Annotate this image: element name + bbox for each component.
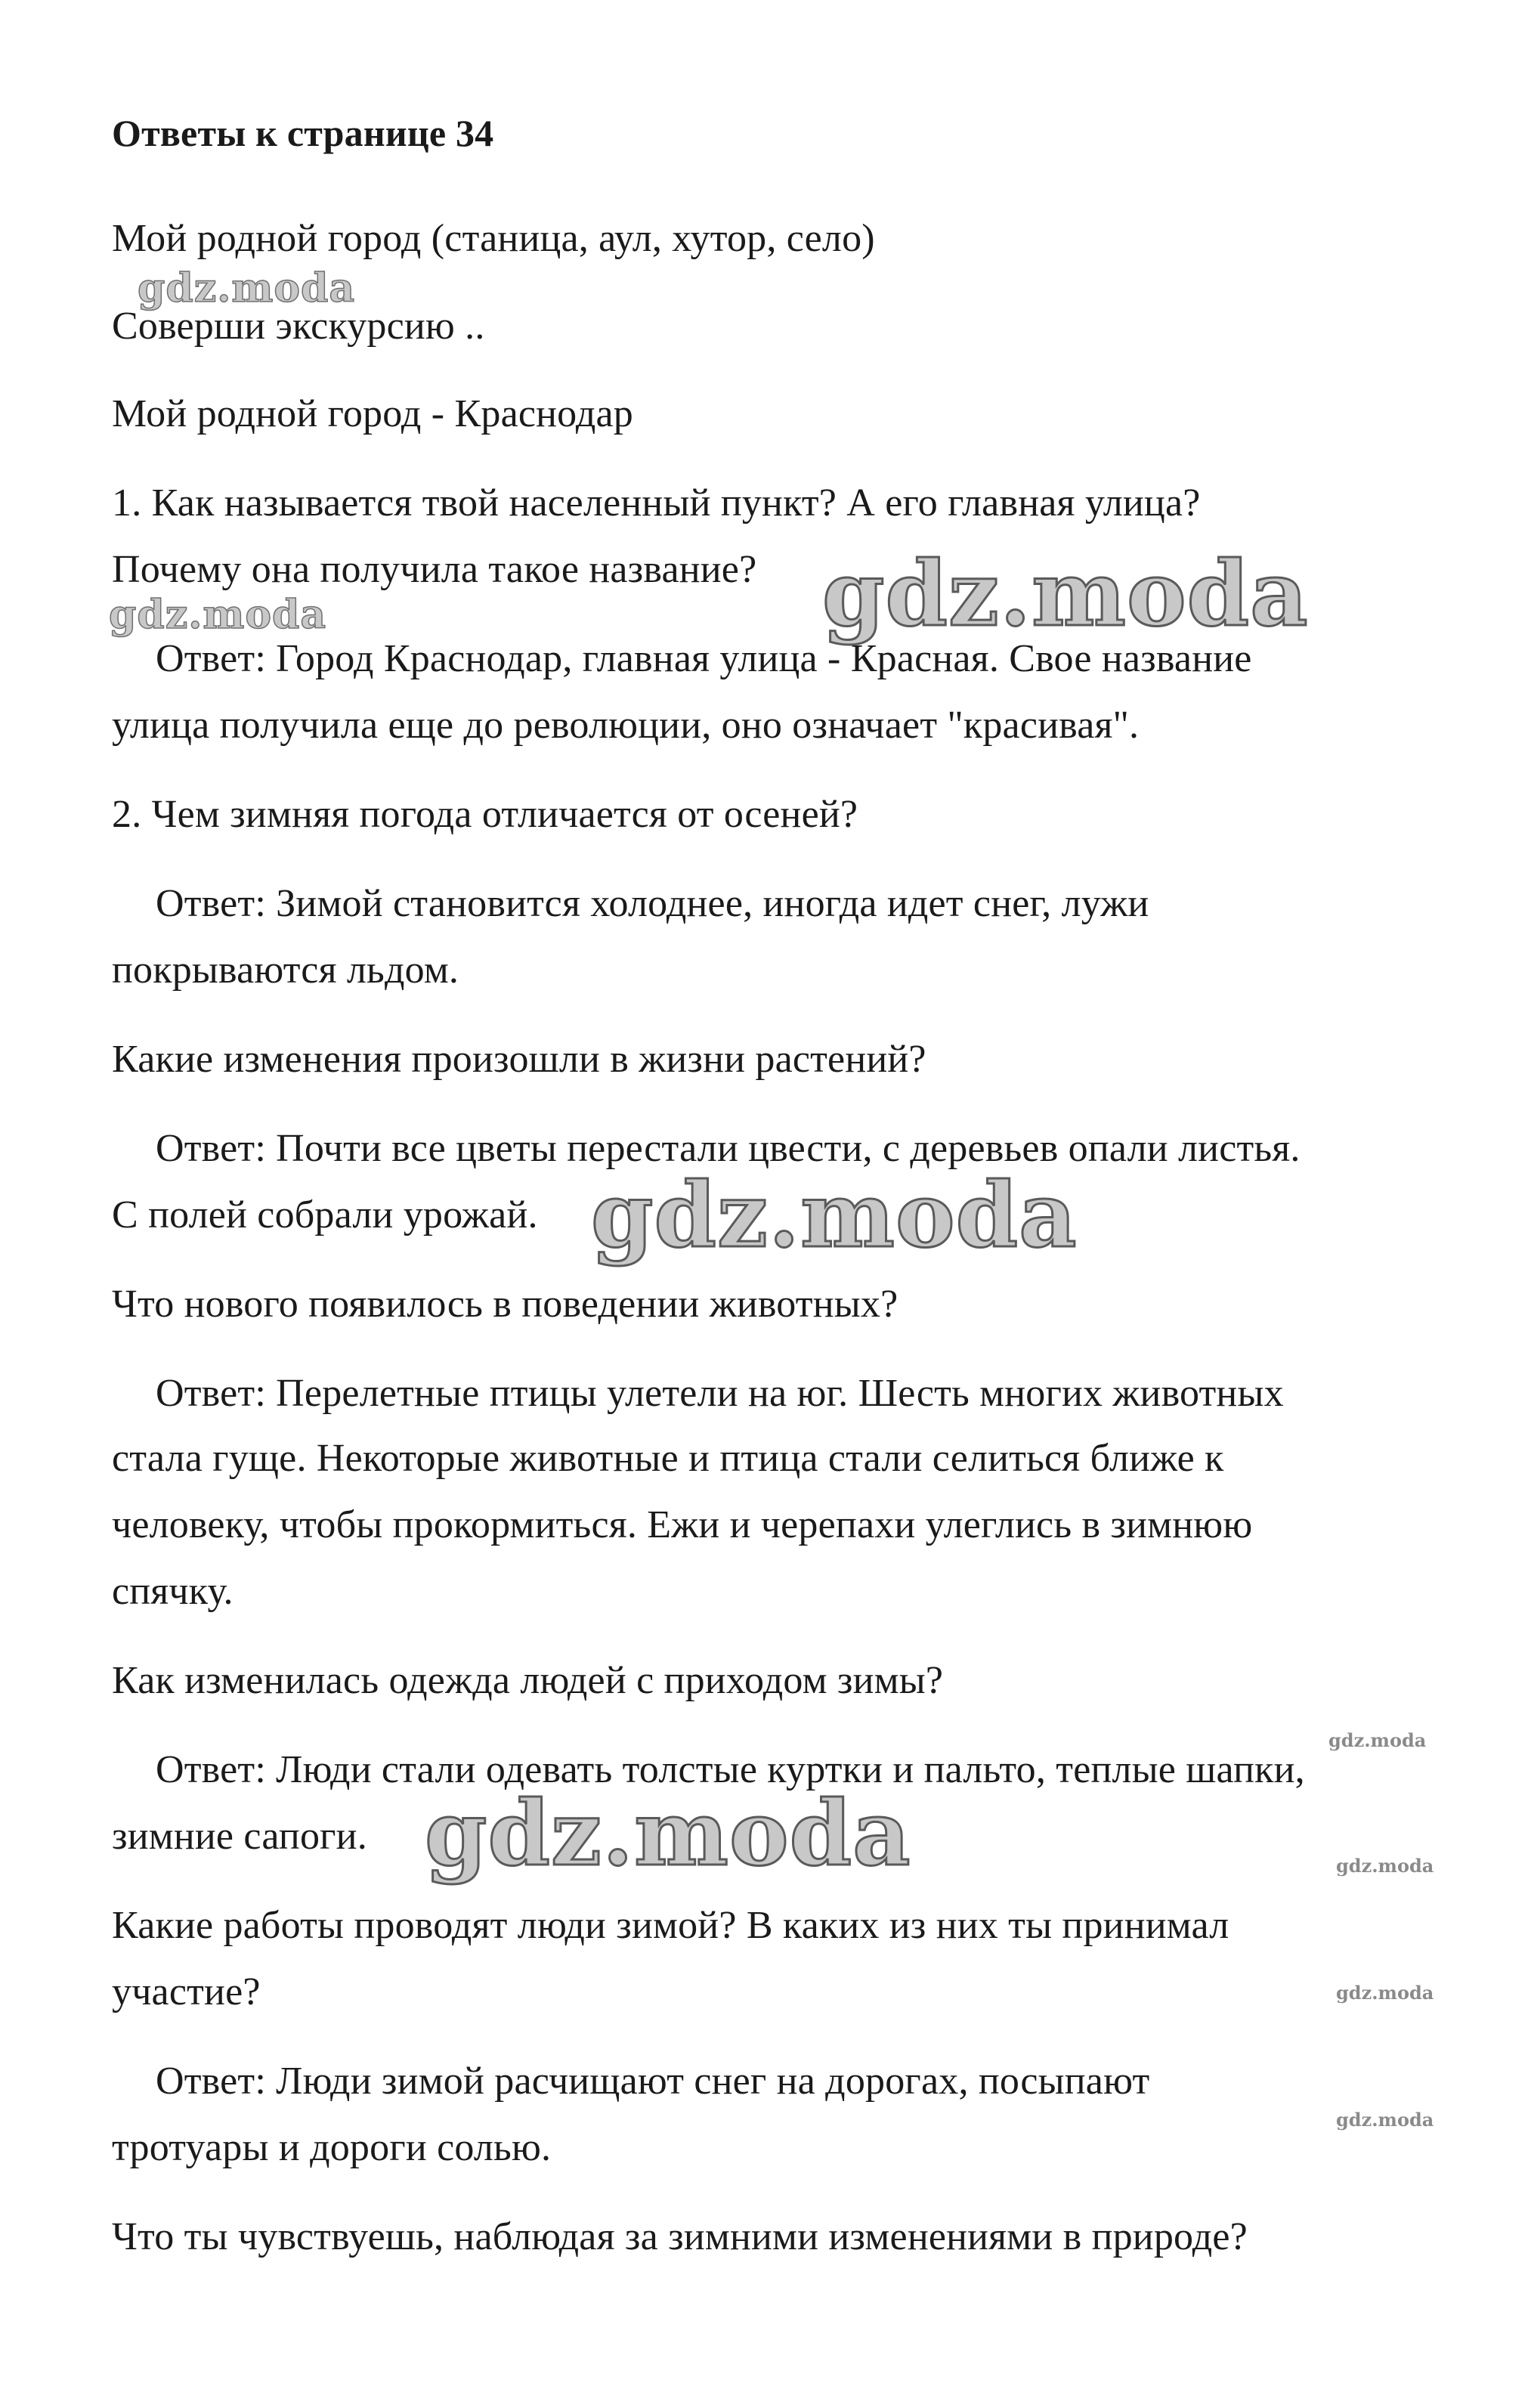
watermark: gdz.moda [425,1781,911,1886]
answer-3-line-2: С полей собрали урожай. [112,1193,538,1236]
watermark: gdz.moda [138,265,356,311]
answer-5-line-2: зимние сапоги. [112,1815,367,1858]
question-5: Как изменилась одежда людей с приходом зимы? [112,1659,944,1702]
topic-title: Мой родной город (станица, аул, хутор, село) [112,217,875,260]
answer-5-line-1: Ответ: Люди стали одевать толстые куртки и пальто, теплые шапки, [156,1748,1305,1791]
watermark: gdz.moda [1336,1855,1434,1877]
task-text: Соверши экскурсию .. [112,305,485,348]
answer-1-line-1: Ответ: Город Краснодар, главная улица - Красная. Свое название [156,637,1252,680]
question-6-line-1: Какие работы проводят люди зимой? В каких из них ты принимал [112,1904,1229,1947]
answer-2-line-2: покрываются льдом. [112,949,459,992]
question-3: Какие изменения произошли в жизни растений? [112,1038,926,1081]
watermark: gdz.moda [1328,1729,1427,1751]
question-2: 2. Чем зимняя погода отличается от осеней? [112,793,858,836]
watermark: gdz.moda [109,592,327,638]
answer-6-line-2: тротуары и дороги солью. [112,2126,552,2169]
answer-4-line-1: Ответ: Перелетные птицы улетели на юг. Шесть многих животных [156,1372,1284,1415]
answer-4-line-2: стала гуще. Некоторые животные и птица стали селиться ближе к [112,1437,1224,1480]
answer-4-line-3: человеку, чтобы прокормиться. Ежи и черепахи улеглись в зимнюю [112,1503,1253,1546]
answer-1-line-2: улица получила еще до революции, оно означает "красивая". [112,704,1140,747]
answer-2-line-1: Ответ: Зимой становится холоднее, иногда идет снег, лужи [156,882,1149,925]
watermark: gdz.moda [591,1162,1078,1267]
answer-4-line-4: спячку. [112,1570,234,1613]
watermark: gdz.moda [1336,1982,1434,2004]
question-6-line-2: участие? [112,1970,261,2013]
question-4: Что нового появилось в поведении животных? [112,1283,898,1326]
page-heading: Ответы к странице 34 [112,112,494,154]
question-1-line-1: 1. Как называется твой населенный пункт? А его главная улица? [112,481,1201,525]
city-line: Мой родной город - Краснодар [112,392,634,435]
watermark: gdz.moda [822,541,1309,646]
question-1-line-2: Почему она получила такое название? [112,548,757,591]
answer-3-line-1: Ответ: Почти все цветы перестали цвести, с деревьев опали листья. [156,1127,1301,1170]
answer-6-line-1: Ответ: Люди зимой расчищают снег на дорогах, посыпают [156,2060,1150,2103]
watermark: gdz.moda [1336,2109,1434,2131]
question-7: Что ты чувствуешь, наблюдая за зимними изменениями в природе? [112,2215,1248,2258]
